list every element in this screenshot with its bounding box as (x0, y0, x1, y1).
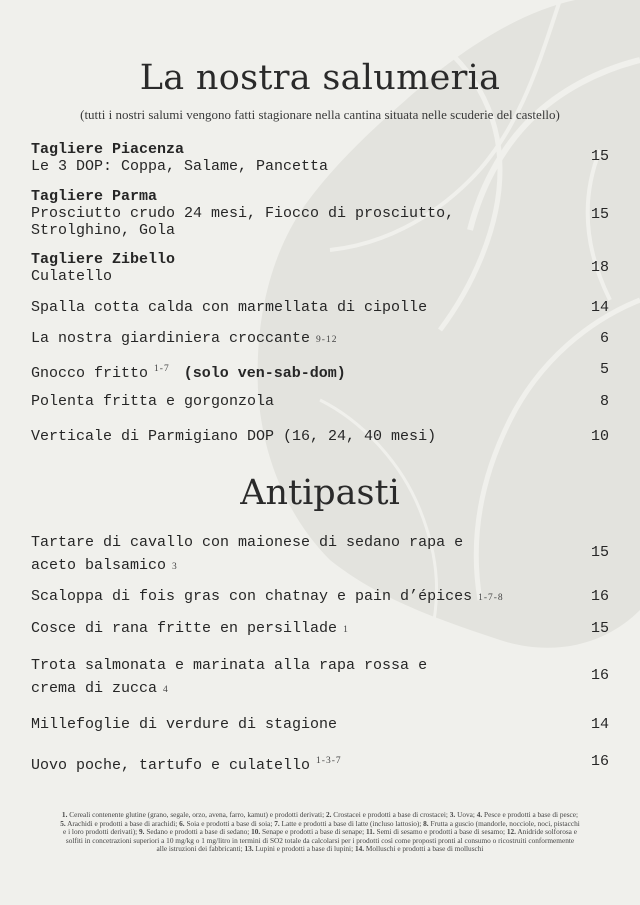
item-price: 5 (599, 361, 609, 378)
item-name: Trota salmonata e marinata alla rapa rossa e (31, 657, 428, 674)
availability-note: (solo ven-sab-dom) (183, 365, 346, 382)
allergen-codes: 9-12 (316, 335, 338, 345)
allergen-text: Crostacei e prodotti a base di crostacei; (331, 810, 450, 819)
allergen-text: Arachidi e prodotti a base di arachidi; (65, 818, 180, 828)
item-name: Cosce di rana fritte en persillade (31, 620, 338, 637)
allergen-codes: 4 (163, 685, 169, 695)
item-description-line2: Strolghino, Gola (31, 222, 176, 239)
menu-item-millefoglie (31, 713, 611, 736)
allergen-number: 10. (251, 827, 261, 837)
item-name: Gnocco fritto (31, 365, 149, 382)
item-price: 14 (590, 299, 609, 316)
allergen-number: 8. (423, 818, 429, 828)
allergen-text: Molluschi e prodotti a base di molluschi (364, 844, 484, 854)
allergen-entry (244, 844, 354, 853)
item-price: 18 (590, 259, 609, 276)
allergen-number: 6. (179, 818, 185, 828)
menu-item-cosce-di-rana (31, 617, 611, 642)
allergen-number: 7. (274, 818, 280, 828)
antipasti-title: Antipasti (240, 473, 400, 513)
item-name: Scaloppa di fois gras con chatnay e pain d’épices (31, 588, 473, 605)
allergen-legend (60, 811, 580, 854)
allergen-number: 14. (354, 844, 365, 854)
menu-item-tagliere-parma (31, 188, 611, 239)
allergen-number: 4. (476, 810, 483, 819)
item-name: Uovo poche, tartufo e culatello (31, 757, 311, 774)
item-name: Tartare di cavallo con maionese di sedano rapa e (31, 534, 464, 551)
allergen-codes: 1-7-8 (478, 593, 504, 603)
allergen-codes: 1-7 (154, 364, 170, 374)
item-name-line2: aceto balsamico (31, 557, 167, 574)
allergen-codes: 1 (343, 625, 349, 635)
item-price: 14 (590, 716, 609, 733)
allergen-text: Semi di sesamo e prodotti a base di sesamo; (374, 827, 507, 837)
allergen-text: Soia e prodotti a base di soia; (184, 818, 275, 828)
item-price: 15 (590, 544, 609, 561)
allergen-number: 13. (244, 844, 254, 854)
item-description: Le 3 DOP: Coppa, Salame, Pancetta (31, 158, 329, 175)
menu-item-trota-salmonata (31, 654, 611, 702)
allergen-text: Senape e prodotti a base di senape; (260, 827, 366, 837)
item-price: 16 (590, 667, 609, 684)
menu-item-spalla-cotta (31, 296, 611, 319)
allergen-text: Sedano e prodotti a base di sedano; (144, 827, 252, 837)
item-name: Verticale di Parmigiano DOP (16, 24, 40 mesi) (31, 428, 437, 445)
item-name: Spalla cotta calda con marmellata di cipolle (31, 299, 428, 316)
item-price: 6 (599, 330, 609, 347)
allergen-number: 12. (506, 827, 516, 837)
allergen-number: 11. (366, 827, 375, 837)
allergen-codes: 1-3-7 (316, 756, 342, 766)
allergen-number: 1. (61, 810, 68, 819)
item-description: Culatello (31, 268, 113, 285)
allergen-text: Cereali contenente glutine (grano, segale, orzo, avena, farro, kamut) e prodotti derivati; (67, 810, 326, 819)
item-price: 10 (590, 428, 609, 445)
item-name: Millefoglie di verdure di stagione (31, 716, 338, 733)
menu-item-uovo-poche (31, 750, 611, 777)
allergen-text: Latte e prodotti a base di latte (incluso lattosio); (279, 818, 424, 828)
allergen-codes: 3 (172, 562, 178, 572)
item-price: 15 (590, 620, 609, 637)
menu-item-tartare-cavallo (31, 531, 611, 579)
allergen-number: 9. (139, 827, 145, 837)
menu-item-polenta-fritta (31, 390, 611, 413)
item-name: Tagliere Piacenza (31, 141, 185, 158)
item-name-line2: crema di zucca (31, 680, 158, 697)
menu-item-gnocco-fritto (31, 358, 611, 385)
item-price: 15 (590, 206, 609, 223)
allergen-number: 2. (325, 810, 332, 819)
item-price: 8 (599, 393, 609, 410)
item-description: Prosciutto crudo 24 mesi, Fiocco di prosciutto, (31, 205, 455, 222)
item-price: 16 (590, 588, 609, 605)
menu-item-scaloppa-fois-gras (31, 585, 611, 610)
allergen-entry (355, 844, 484, 853)
item-name: La nostra giardiniera croccante (31, 330, 311, 347)
item-price: 15 (590, 148, 609, 165)
menu-item-giardiniera (31, 327, 611, 352)
salumeria-subtitle: (tutti i nostri salumi vengono fatti stagionare nella cantina situata nelle scuderie del castello) (80, 107, 560, 122)
menu-item-verticale-parmigiano (31, 425, 611, 448)
item-name: Tagliere Parma (31, 188, 158, 205)
allergen-text: Lupini e prodotti a base di lupini; (253, 844, 355, 854)
item-price: 16 (590, 753, 609, 770)
item-name: Polenta fritta e gorgonzola (31, 393, 275, 410)
allergen-number: 5. (60, 818, 66, 828)
allergen-text: Frutta a guscio (mandorle, nocciole, noci, pistacchi e i loro prodotti derivati); (63, 818, 580, 837)
menu-item-tagliere-zibello (31, 251, 611, 285)
allergen-text: Uova; (455, 810, 477, 819)
item-name: Tagliere Zibello (31, 251, 176, 268)
allergen-number: 3. (449, 810, 456, 819)
allergen-text: Pesce e prodotti a base di pesce; (482, 810, 579, 819)
salumeria-title: La nostra salumeria (139, 58, 501, 98)
menu-item-tagliere-piacenza (31, 141, 611, 175)
allergen-text: Anidride solforosa e solfiti in concetrazioni superiori a 10 mg/kg o 1 mg/litro in termini di SO2 totale da calcolarsi per i prodotti così come proposti pronti al consumo o ricostruiti conformemente alle istruzioni dei fabbricanti; (65, 827, 577, 854)
